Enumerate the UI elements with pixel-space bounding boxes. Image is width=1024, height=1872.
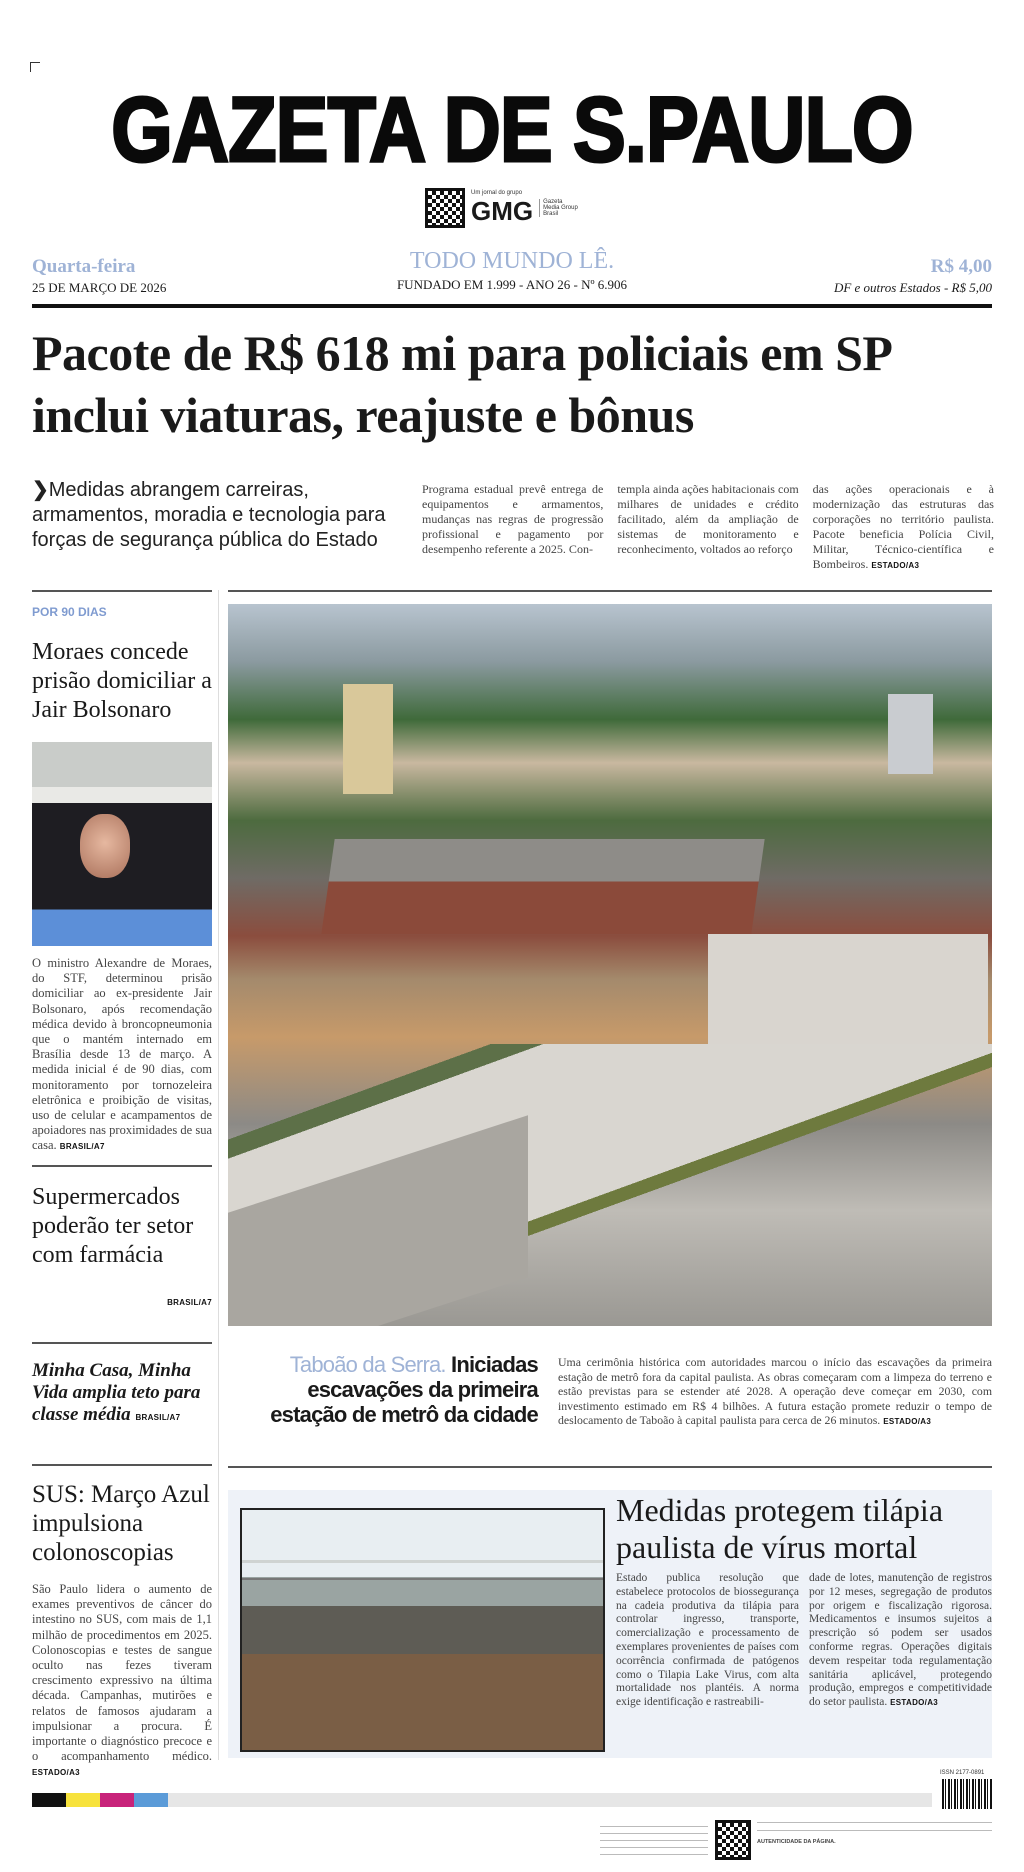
metro-body: Uma cerimônia histórica com autoridades marcou o início das escavações da primeira estação de metrô fora da capital paulista. As obras começaram com a limpeza do terreno e estão previstas para se estender até 2028. A operação deve começar em 2030, com investimento estimado em R$ 4 bilhões. A futura estação promete reduzir o tempo de deslocamento de Taboão à capital paulista para cerca de 26 minutos. ESTADO/A3 (558, 1355, 992, 1428)
lead-body (422, 482, 994, 573)
divider (32, 590, 212, 592)
metro-location: Taboão da Serra. (289, 1352, 446, 1377)
story-ref[interactable]: BRASIL/A7 (167, 1298, 212, 1307)
divider (32, 1342, 212, 1344)
group-label: Um jornal do grupo (471, 189, 523, 196)
group-name: Gazeta Media Group Brasil (539, 199, 579, 217)
edition-info: FUNDADO EM 1.999 - ANO 26 - Nº 6.906 (396, 277, 628, 292)
swatch-yellow (66, 1793, 100, 1807)
tower (888, 694, 933, 774)
header-rule (32, 304, 992, 308)
story-headline[interactable]: Moraes concede prisão domiciliar a Jair Bolsonaro (32, 639, 212, 723)
kicker: POR 90 DIAS (32, 605, 107, 619)
lead-col-2: templa ainda ações habitacionais com milhares de unidades e crédito facilitado, além da ampliação de sistemas de monitoramento e reconhecimento, voltados ao reforço (617, 482, 799, 556)
price-block (834, 256, 992, 296)
chevron-right-icon: ❯ (32, 479, 49, 501)
lead-deck (32, 478, 392, 553)
price: R$ 4,00 (930, 256, 992, 277)
story-ref[interactable]: ESTADO/A3 (32, 1768, 80, 1778)
story-body: São Paulo lidera o aumento de exames preventivos de câncer do intestino no SUS, com mais de 1,1 milhão de procedimentos em 2025. Colonoscopias e testes de sangue oculto nas fezes tiveram crescimento expressivo na última década. Campanhas, mutirões e relatos de famosos ajudaram a impulsionar a procura. É importante o diagnóstico precoce e o acompanhamento médico. ESTADO/A3 (32, 1582, 212, 1778)
tilapia-headline[interactable]: Medidas protegem tilápia paulista de vírus mortal (616, 1492, 944, 1565)
price-other-states: DF e outros Estados - R$ 5,00 (833, 280, 992, 295)
swatch-black (32, 1793, 66, 1807)
story-ref[interactable]: BRASIL/A7 (59, 1142, 105, 1152)
lead-col-3: das ações operacionais e à modernização das estruturas das corporações no território paulista. Pacote beneficia Polícia Civil, Militar, Técnico-científica e Bombeiros. (812, 482, 994, 571)
barcode (942, 1779, 992, 1809)
story-headline[interactable]: Supermercados poderão ter setor com farmácia (32, 1184, 194, 1268)
swatch-cyan (134, 1793, 168, 1807)
lead-headline[interactable]: Pacote de R$ 618 mi para policiais em SP inclui viaturas, reajuste e bônus (32, 325, 890, 443)
weekday: Quarta-feira (32, 256, 136, 277)
tower (343, 684, 393, 794)
tilapia-photo (240, 1508, 605, 1752)
photo-credit (32, 948, 212, 954)
demolished-building (708, 934, 988, 1044)
slogan: TODO MUNDO LÊ. (409, 248, 615, 274)
masthead-title: GAZETA DE S.PAULO (111, 79, 913, 181)
color-bar (32, 1793, 932, 1807)
metro-headline[interactable] (228, 1352, 538, 1427)
authenticity-note (757, 1822, 992, 1846)
tilapia-ref[interactable]: ESTADO/A3 (890, 1698, 939, 1708)
story-headline[interactable]: SUS: Março Azul impulsiona colonoscopias (32, 1481, 210, 1566)
lead-ref[interactable]: ESTADO/A3 (871, 561, 920, 570)
lead-deck-text: Medidas abrangem carreiras, armamentos, moradia e tecnologia para forças de segurança pública do Estado (32, 479, 386, 551)
issn: ISSN 2177-0891 (940, 1770, 985, 1776)
story-body: O ministro Alexandre de Moraes, do STF, determinou prisão domiciliar ao ex-presidente Jair Bolsonaro, após recomendação médica devido à broncopneumonia que o mantém internado em Brasília desde 13 de março. A medida inicial é de 90 dias, com monitoramento por tornozeleira eletrônica e proibição de visitas, uso de celular e acampamentos de apoiadores nas proximidades de sua casa. BRASIL/A7 (32, 956, 212, 1153)
fish-tank-structure (242, 1560, 603, 1580)
swatch-magenta (100, 1793, 134, 1807)
slogan-block (362, 248, 662, 293)
bolsonaro-photo (32, 742, 212, 946)
fine-print (600, 1826, 708, 1856)
qr-code-icon[interactable] (715, 1820, 751, 1860)
warehouse (321, 839, 764, 934)
photo-credit (228, 1330, 992, 1336)
tilapia-col-1: Estado publica resolução que estabelece protocolos de biossegurança na cadeia produtiva da tilápia para controlar ingresso, transporte, comercialização e processamento de exemplares provenientes de países com ocorrência confirmada de patógenos como o Tilapia Lake Virus, com alta mortalidade nos plantéis. A norma exige identificação e rastreabili- (616, 1572, 799, 1709)
story-ref[interactable]: BRASIL/A7 (135, 1413, 181, 1422)
metro-construction-photo (228, 604, 992, 1326)
lead-col-1: Programa estadual prevê entrega de equipamentos e armamentos, mudanças nas regras de progressão profissional e pagamento por desempenho referente a 2025. Con- (422, 482, 604, 556)
qr-code-icon (425, 188, 465, 228)
date-block (32, 256, 166, 296)
tilapia-col-2: dade de lotes, manutenção de registros por 12 meses, segregação de produtos por origem e fiscalização rigorosa. Medicamentos e insumos sujeitos a prescrição só podem ser usados conforme regras. Operações digitais devem respeitar toda regulamentação sanitária aplicável, protegendo produção, empregos e competitividade do setor paulista. (809, 1572, 992, 1709)
divider (32, 1165, 212, 1167)
divider (32, 1464, 212, 1466)
tilapia-body (616, 1572, 992, 1710)
metro-ref[interactable]: ESTADO/A3 (883, 1417, 932, 1427)
divider (228, 590, 992, 592)
divider (228, 1466, 992, 1468)
story-headline[interactable]: Minha Casa, Minha Vida amplia teto para classe média BRASIL/A7 (32, 1360, 201, 1425)
authenticity-label: AUTENTICIDADE DA PÁGINA. (757, 1839, 836, 1845)
date: 25 DE MARÇO DE 2026 (32, 280, 167, 295)
gmg-logo: GMG (471, 195, 534, 226)
column-divider (218, 590, 219, 1760)
face (80, 814, 130, 878)
group-logo (425, 188, 579, 228)
metro-headline-text: Iniciadas escavações da primeira estação de metrô da cidade (270, 1352, 538, 1427)
crop-mark (30, 62, 40, 72)
